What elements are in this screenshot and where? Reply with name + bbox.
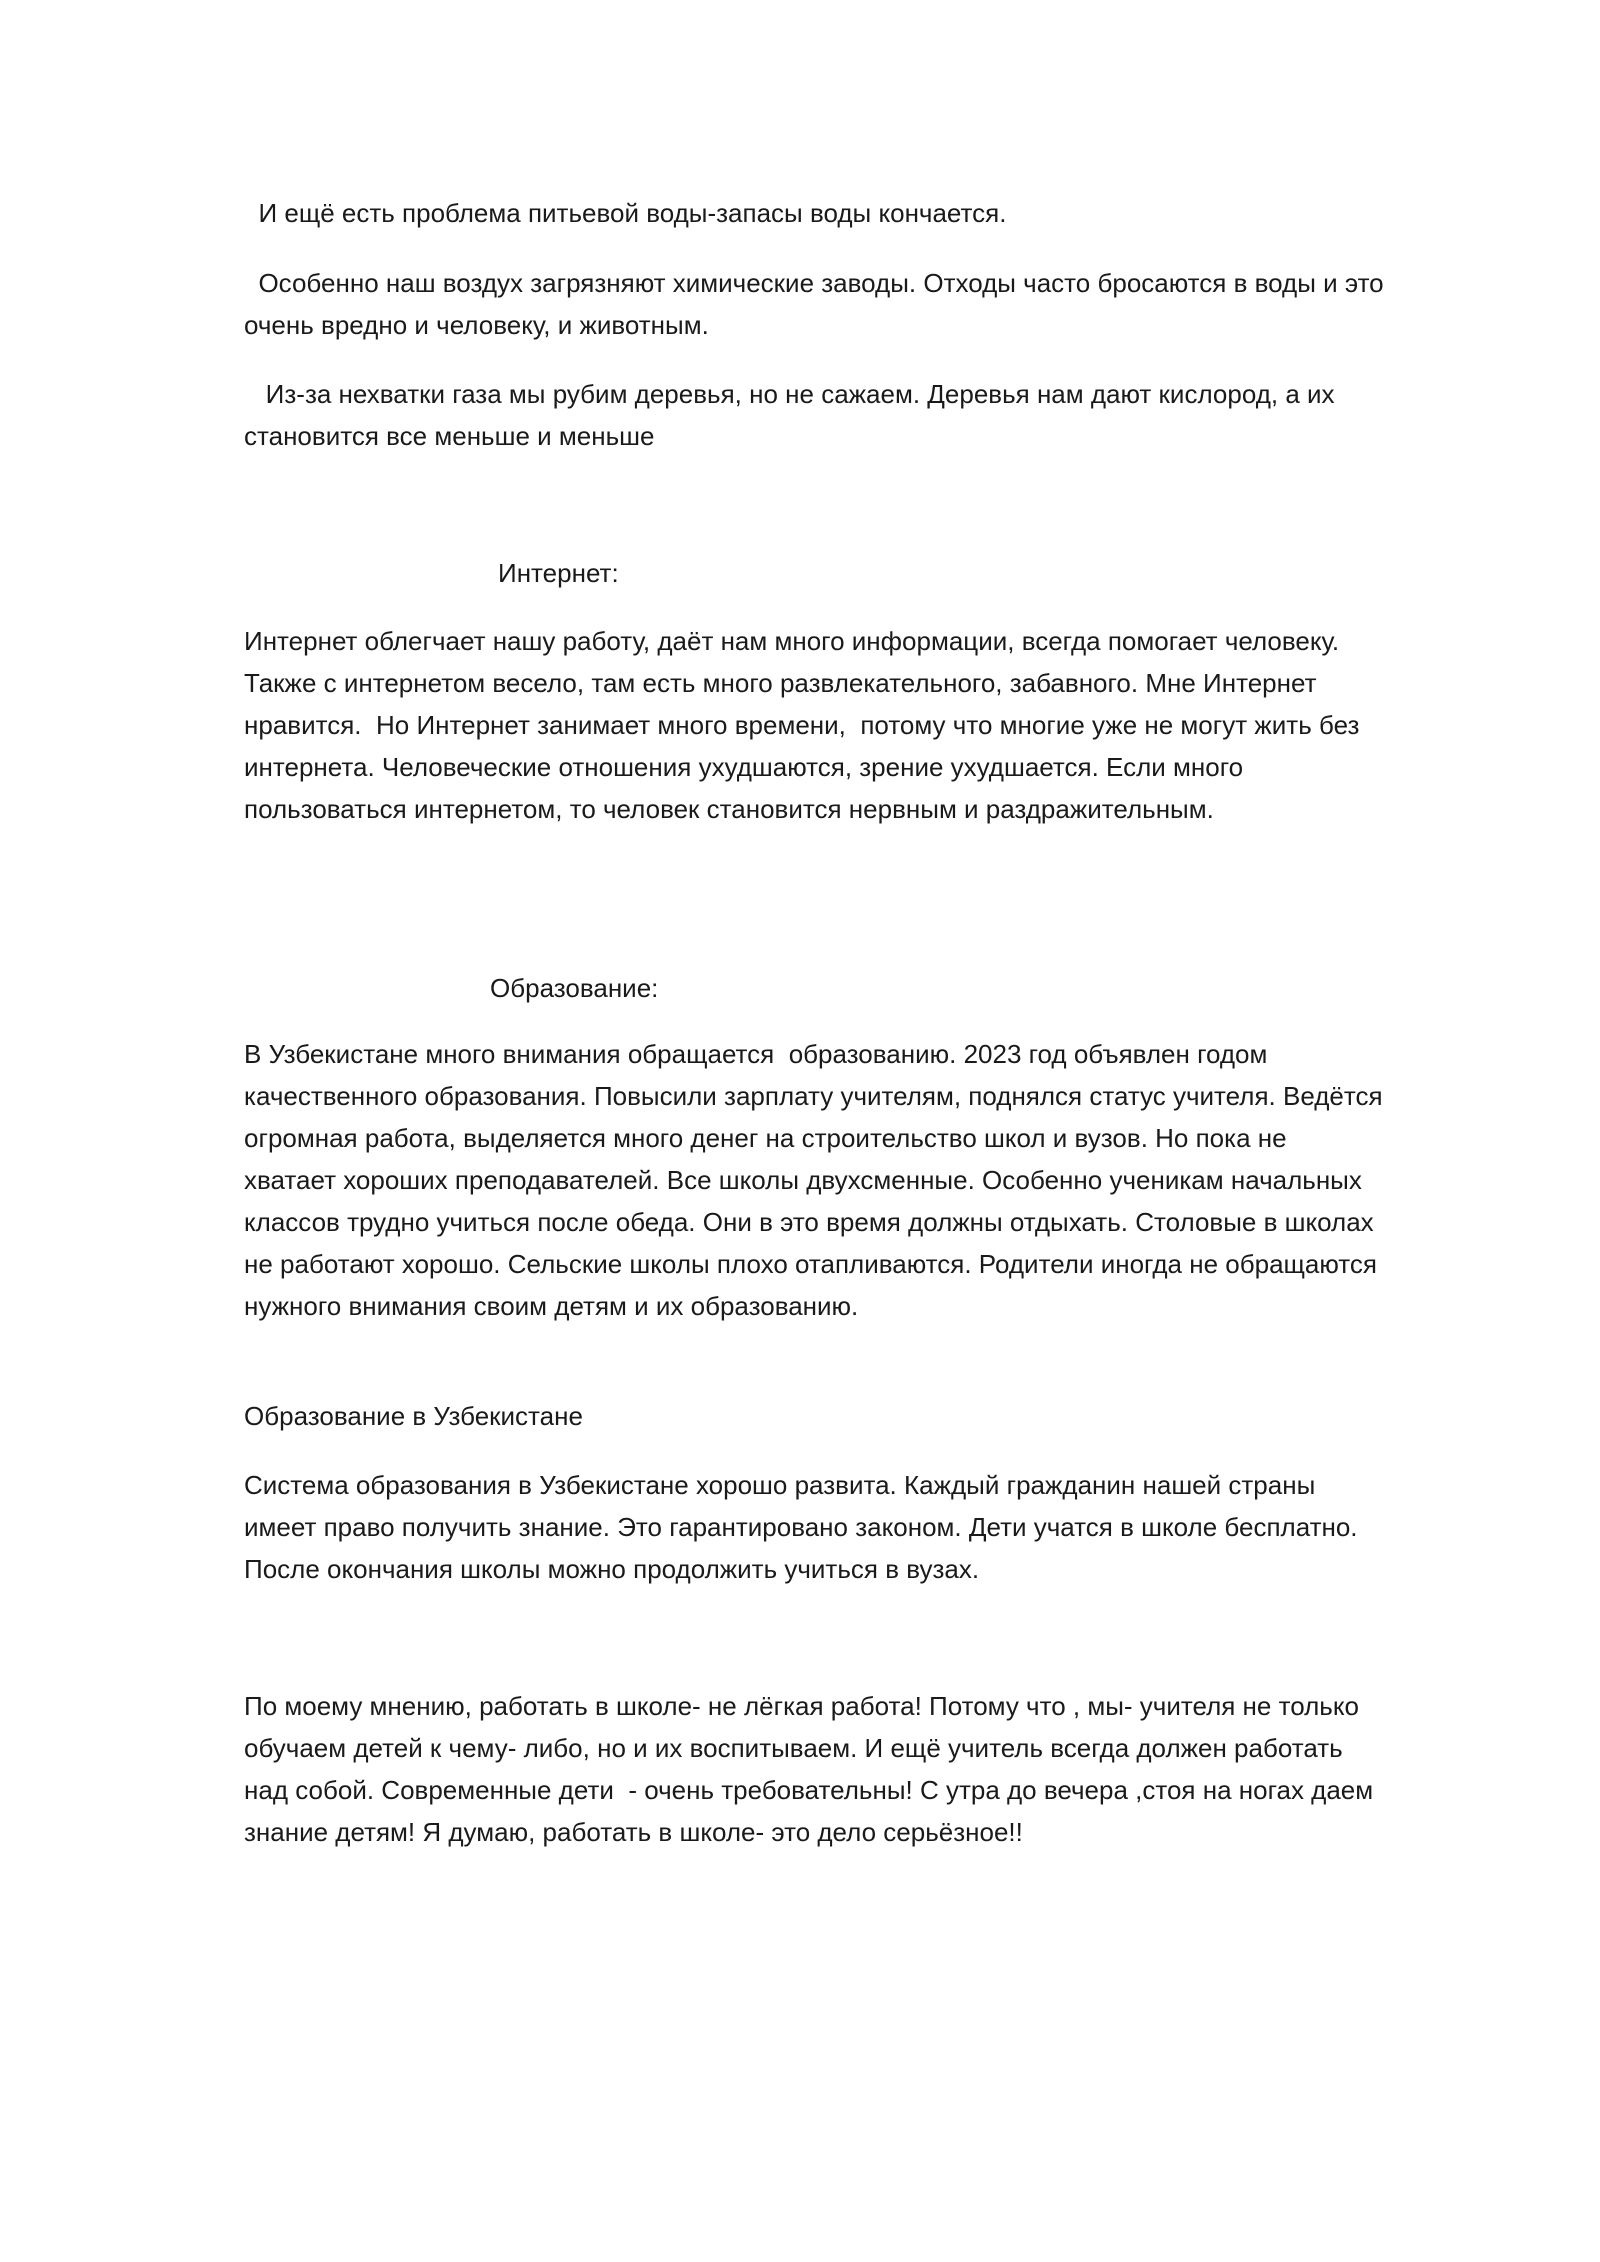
paragraph-opinion: По моему мнению, работать в школе- не лёгкая работа! Потому что , мы- учителя не только обучаем детей к чему- либо, но и их воспитываем. И ещё учитель всегда должен работать над собой. Современные дети - очень требовательны! С утра до вечера ,стоя на ногах даем знание детям! Я думаю, работать в школе- это дело серьёзное!!: [244, 1691, 1381, 1847]
heading-internet: Интернет:: [498, 558, 619, 588]
paragraph-chemical-factories: Особенно наш воздух загрязняют химические заводы. Отходы часто бросаются в воды и это очень вредно и человеку, и животным.: [244, 268, 1391, 340]
subtitle-education-in-uzbekistan: Образование в Узбекистане: [244, 1401, 583, 1431]
paragraph-education-system: Система образования в Узбекистане хорошо развита. Каждый гражданин нашей страны имеет право получить знание. Это гарантировано законом. Дети учатся в школе бесплатно. После окончания школы можно продолжить учиться в вузах.: [244, 1470, 1365, 1584]
paragraph-drinking-water: И ещё есть проблема питьевой воды-запасы воды кончается.: [244, 198, 1007, 228]
heading-education: Образование:: [490, 973, 659, 1003]
paragraph-trees: Из-за нехватки газа мы рубим деревья, но не сажаем. Деревья нам дают кислород, а их становится все меньше и меньше: [244, 379, 1342, 451]
paragraph-education: В Узбекистане много внимания обращается образованию. 2023 год объявлен годом качественного образования. Повысили зарплату учителям, поднялся статус учителя. Ведётся огромная работа, выделяется много денег на строительство школ и вузов. Но пока не хватает хороших преподавателей. Все школы двухсменные. Особенно ученикам начальных классов трудно учиться после обеда. Они в это время должны отдыхать. Столовые в школах не работают хорошо. Сельские школы плохо отапливаются. Родители иногда не обращаются нужного внимания своим детям и их образованию.: [244, 1039, 1397, 1321]
paragraph-internet: Интернет облегчает нашу работу, даёт нам много информации, всегда помогает человеку. Также с интернетом весело, там есть много развлекательного, забавного. Мне Интернет нравится. Но Интернет занимает много времени, потому что многие уже не могут жить без интернета. Человеческие отношения ухудшаются, зрение ухудшается. Если много пользоваться интернетом, то человек становится нервным и раздражительным.: [244, 626, 1367, 824]
